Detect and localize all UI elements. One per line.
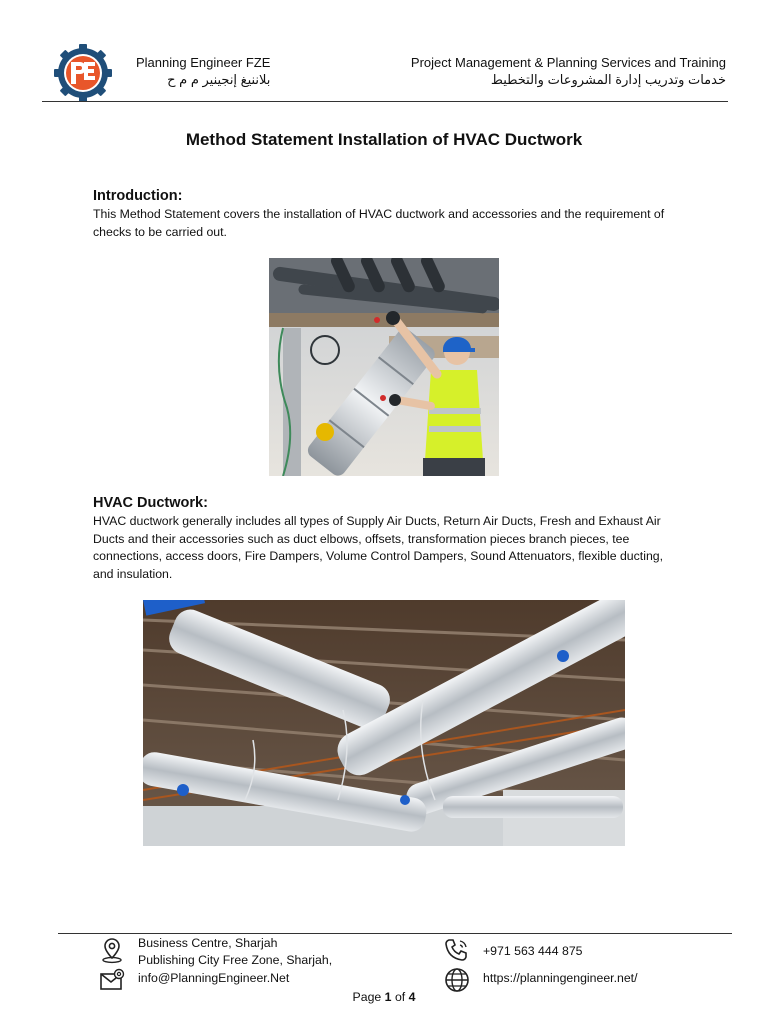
company-name-ar: بلاننيغ إنجينير م م ح [167,72,271,87]
hvac-ductwork-text: HVAC ductwork generally includes all types of Supply Air Ducts, Return Air Ducts, Fresh and Exhaust Air Ducts and their accessories such as duct elbows, offsets, transformation pieces branch pieces, tee connections, access doors, Fire Dampers, Volume Control Dampers, Sound Attenuators, flexible ducting, and insulation. [93,514,664,581]
footer-website-link[interactable]: https://planningengineer.net/ [483,971,638,985]
address-line-1: Business Centre, Sharjah [138,936,278,950]
company-name-en: Planning Engineer FZE [136,55,271,70]
tagline-en: Project Management & Planning Services and Training [410,55,726,70]
tagline-ar: خدمات وتدريب إدارة المشروعات والتخطيط [490,72,726,87]
document-title: Method Statement Installation of HVAC Ductwork [185,130,583,149]
introduction-heading: Introduction: [93,188,183,204]
footer-phone: +971 563 444 875 [483,944,583,958]
location-pin-icon [98,936,126,964]
footer-address [138,935,332,969]
hvac-ductwork-heading: HVAC Ductwork: [93,495,208,511]
page-label: Page [352,990,382,1004]
worker-installing-duct-photo [269,258,499,476]
footer-email-link[interactable]: info@PlanningEngineer.Net [138,971,290,985]
phone-icon [443,936,471,964]
ceiling-ductwork-photo [143,600,625,846]
page-of: of [394,990,406,1004]
page-number [0,990,768,1004]
page-current: 1 [384,990,392,1004]
footer-divider [58,933,732,934]
address-line-2: Publishing City Free Zone, Sharjah, [138,953,333,967]
header-tagline [411,54,726,88]
header-divider [42,101,728,102]
page-total: 4 [408,990,416,1004]
introduction-text: This Method Statement covers the installation of HVAC ductwork and accessories and the requirement of checks to be carried out. [93,207,665,239]
header-company [136,54,270,88]
company-logo-icon [52,42,114,104]
